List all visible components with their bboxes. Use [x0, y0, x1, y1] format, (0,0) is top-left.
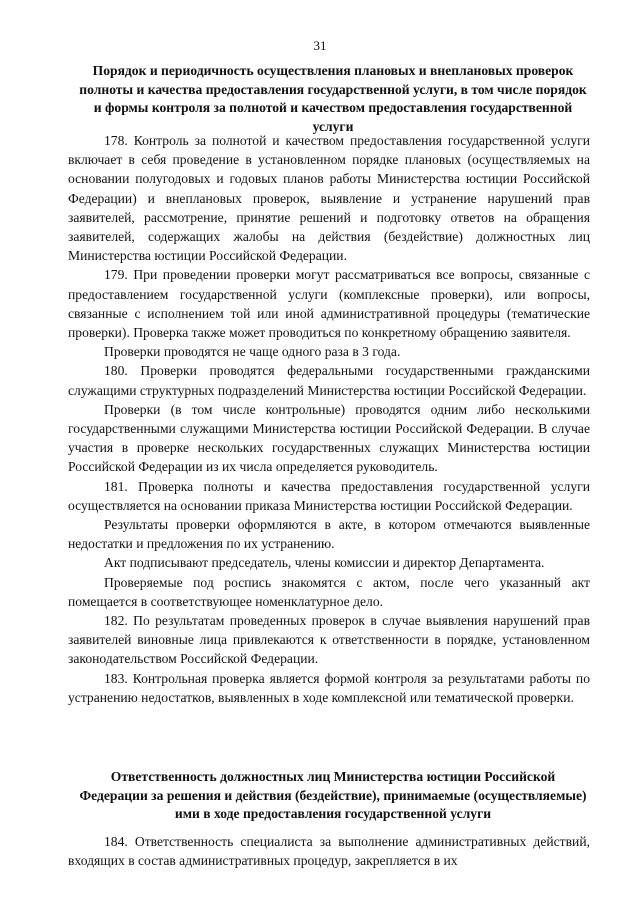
page-number: 31 [313, 38, 327, 53]
paragraph-179: 179. При проведении проверки могут рассматриваться все вопросы, связанные с предоставлением государственной услуги (комплексные проверки), или вопросы, связанные с исполнением той или иной административной процедуры (тематические проверки). Проверка также может проводиться по конкретному обращению заявителя. [68, 267, 590, 341]
paragraph-182: 182. По результатам проведенных проверок в случае выявления нарушений прав заявителей виновные лица привлекаются к ответственности в порядке, установленном законодательством Российской Федерации. [68, 613, 590, 667]
section-body [68, 131, 590, 707]
section-heading-responsibility: Ответственность должностных лиц Министерства юстиции Российской Федерации за решения и действия (бездействие), принимаемые (осуществляемые) ими в ходе предоставления государственной услуги [79, 769, 587, 822]
paragraph-183: 183. Контрольная проверка является формой контроля за результатами работы по устранению недостатков, выявленных в ходе комплексной или тематической проверки. [68, 670, 590, 705]
paragraph-181: 181. Проверка полноты и качества предоставления государственной услуги осуществляется на основании приказа Министерства юстиции Российской Федерации. [68, 478, 590, 513]
paragraph-184: 184. Ответственность специалиста за выполнение административных действий, входящих в состав административных процедур, закрепляется в их [68, 834, 590, 869]
paragraph-act-signing: Акт подписывают председатель, члены комиссии и директор Департамента. [104, 555, 545, 571]
paragraph-180: 180. Проверки проводятся федеральными государственными гражданскими служащими структурных подразделений Министерства юстиции Российской Федерации. [68, 363, 590, 398]
paragraph-178: 178. Контроль за полнотой и качеством предоставления государственной услуги включает в себя проведение в установленном порядке плановых (осуществляемых на основании полугодовых и годовых планов работы Министерства юстиции Российской Федерации) и внеплановых проверок, выявление и устранение нарушений прав заявителей, рассмотрение, принятие решений и подготовку ответов на обращения заявителей, содержащих жалобы на действия (бездействие) должностных лиц Министерства юстиции Российской Федерации. [68, 133, 590, 264]
paragraph-act-review: Проверяемые под роспись знакомятся с актом, после чего указанный акт помещается в соответствующее номенклатурное дело. [68, 574, 590, 609]
section-heading: Порядок и периодичность осуществления плановых и внеплановых проверок полноты и качества предоставления государственной услуги, в том числе порядок и формы контроля за полнотой и качеством предоставления государственной услуги [79, 63, 587, 134]
paragraph-results: Результаты проверки оформляются в акте, в котором отмечаются выявленные недостатки и предложения по их устранению. [68, 517, 590, 552]
section-body-responsibility [68, 832, 590, 870]
paragraph-180-control: Проверки (в том числе контрольные) проводятся одним либо несколькими государственными служащими Министерства юстиции Российской Федерации. В случае участия в проверке нескольких государственных служащих Министерства юстиции Российской Федерации из их числа определяется руководитель. [68, 401, 590, 475]
paragraph-frequency: Проверки проводятся не чаще одного раза в 3 года. [104, 344, 401, 360]
